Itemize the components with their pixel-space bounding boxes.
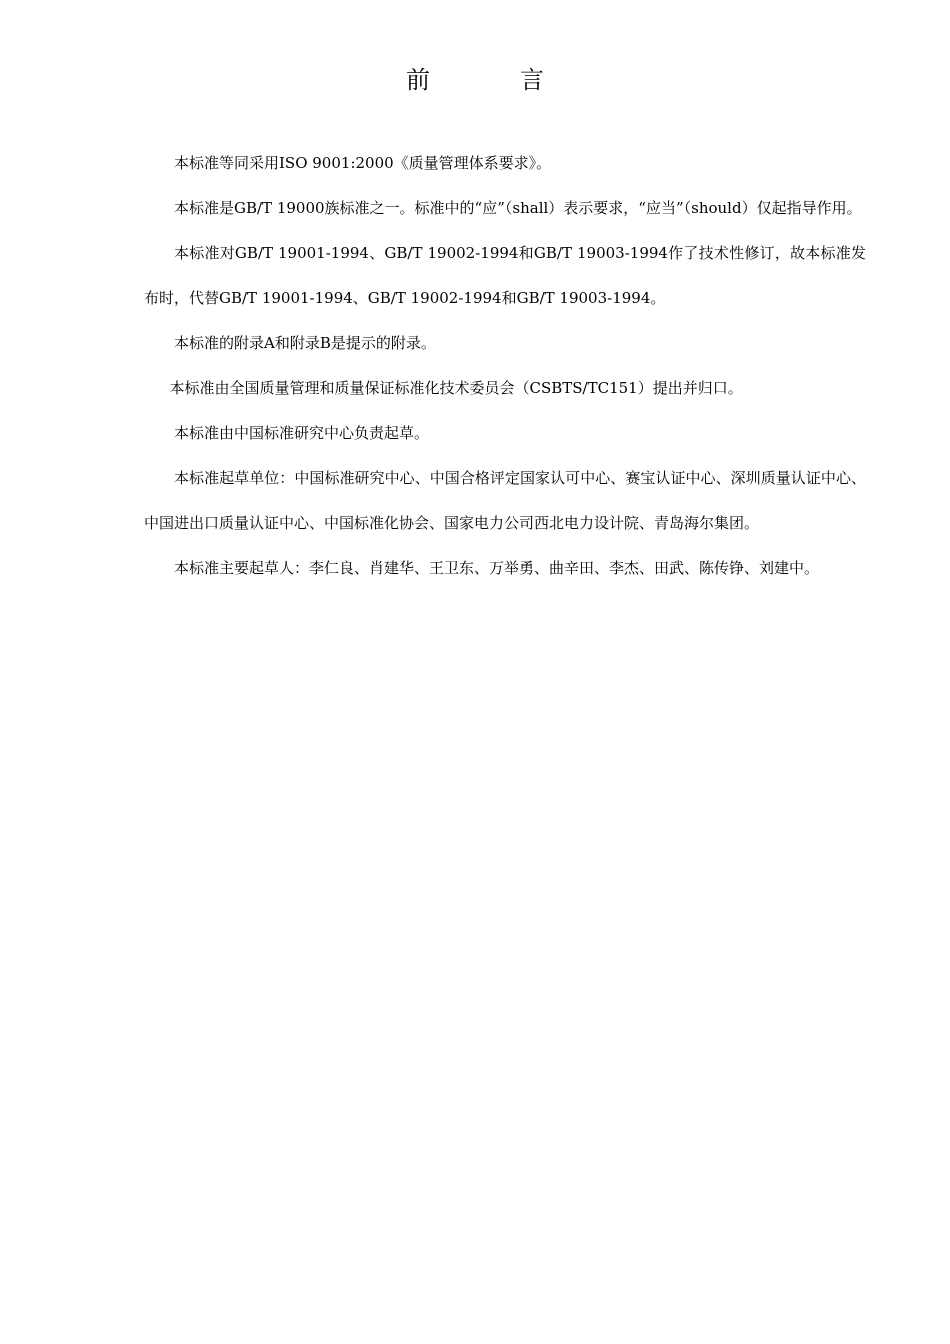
paragraph-revision: 本标准对GB/T 19001-1994、GB/T 19002-1994和GB/T 19003-1994作了技术性修订，故本标准发布时，代替GB/T 19001-1994、GB/T 19002-1994和GB/T 19003-1994。 <box>144 244 866 307</box>
paragraph-appendix: 本标准的附录A和附录B是提示的附录。 <box>174 334 436 352</box>
paragraph-drafter: 本标准由中国标准研究中心负责起草。 <box>174 424 430 442</box>
title-char-left: 前 <box>406 66 430 94</box>
paragraph-committee: 本标准由全国质量管理和质量保证标准化技术委员会（CSBTS/TC151）提出并归口。 <box>169 379 743 397</box>
document-body <box>144 141 866 591</box>
page-title <box>0 62 950 98</box>
paragraph-family: 本标准是GB/T 19000族标准之一。标准中的“应”（shall）表示要求，“应当”（should）仅起指导作用。 <box>174 199 862 217</box>
paragraph-drafting-units: 本标准起草单位：中国标准研究中心、中国合格评定国家认可中心、赛宝认证中心、深圳质量认证中心、中国进出口质量认证中心、中国标准化协会、国家电力公司西北电力设计院、青岛海尔集团。 <box>144 469 866 532</box>
paragraph-drafters: 本标准主要起草人：李仁良、肖建华、王卫东、万举勇、曲辛田、李杰、田武、陈传铮、刘建中。 <box>174 559 820 577</box>
paragraph-adoption: 本标准等同采用ISO 9001:2000《质量管理体系要求》。 <box>174 154 552 172</box>
title-char-right: 言 <box>520 66 544 94</box>
